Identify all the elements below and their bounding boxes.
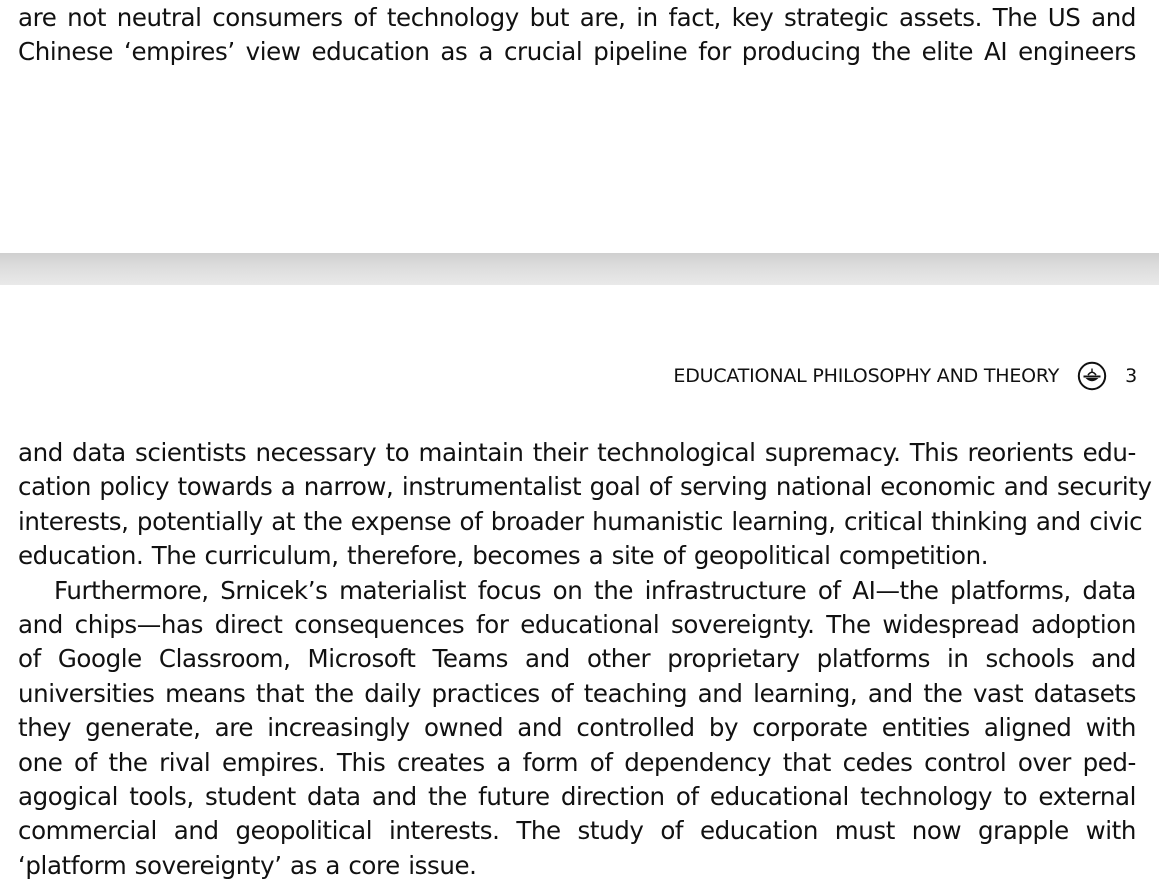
text-line: Furthermore, Srnicek’s materialist focus on the infrastructure of AI—the platforms, data — [54, 575, 1136, 605]
journal-title: EDUCATIONAL PHILOSOPHY AND THEORY — [673, 365, 1060, 387]
previous-page — [0, 0, 1159, 253]
text-line: are not neutral consumers of technology but are, in fact, key strategic assets. The US and — [18, 3, 1136, 32]
text-line: Chinese ‘empires’ view education as a crucial pipeline for producing the elite AI engineers — [18, 37, 1136, 67]
text-line: of Google Classroom, Microsoft Teams and other proprietary platforms in schools and — [18, 644, 1136, 674]
running-header — [673, 361, 1137, 391]
current-page — [0, 285, 1159, 883]
page-number: 3 — [1125, 365, 1137, 387]
journal-logo-icon — [1077, 361, 1107, 391]
paragraph-1 — [18, 436, 1152, 574]
text-line: agogical tools, student data and the future direction of educational technology to external — [18, 781, 1136, 811]
text-line: ‘platform sovereignty’ as a core issue. — [18, 850, 477, 880]
body-text — [18, 436, 1152, 883]
previous-page-text — [18, 1, 1136, 70]
text-line: cation policy towards a narrow, instrumentalist goal of serving national economic and security — [18, 472, 1152, 502]
paragraph-2 — [18, 574, 1136, 883]
text-line: one of the rival empires. This creates a form of dependency that cedes control over ped- — [18, 747, 1136, 777]
text-line: universities means that the daily practices of teaching and learning, and the vast datasets — [18, 678, 1136, 708]
text-line: education. The curriculum, therefore, becomes a site of geopolitical competition. — [18, 541, 989, 571]
text-line: and chips—has direct consequences for educational sovereignty. The widespread adoption — [18, 609, 1136, 639]
text-line: they generate, are increasingly owned and controlled by corporate entities aligned with — [18, 713, 1136, 743]
text-line: commercial and geopolitical interests. The study of education must now grapple with — [18, 816, 1136, 846]
text-line: and data scientists necessary to maintain their technological supremacy. This reorients edu- — [18, 438, 1136, 467]
page-gap — [0, 253, 1159, 285]
text-line: interests, potentially at the expense of broader humanistic learning, critical thinking and civic — [18, 506, 1143, 536]
